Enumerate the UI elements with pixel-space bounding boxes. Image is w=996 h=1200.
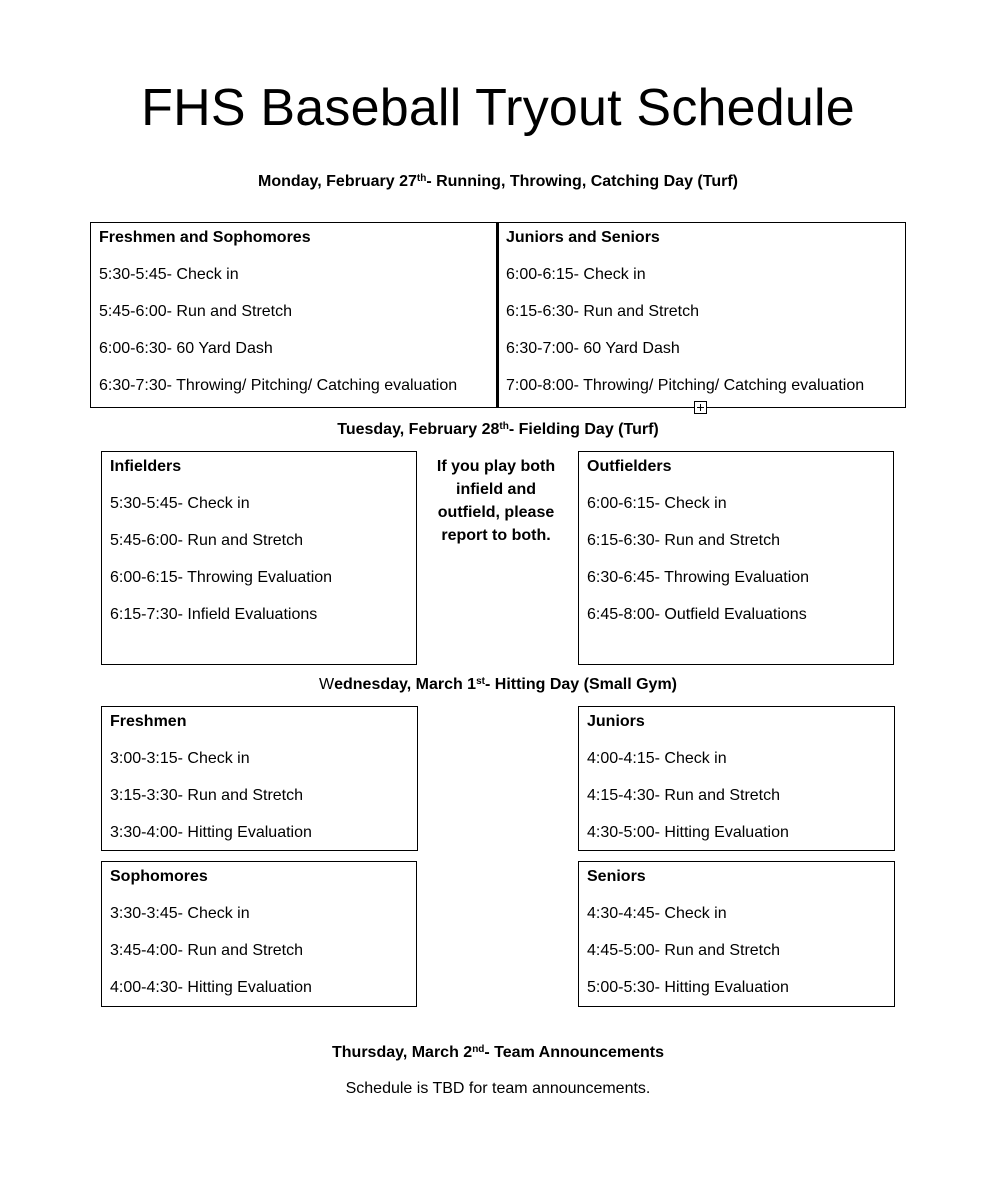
schedule-item: 4:45-5:00- Run and Stretch: [587, 942, 781, 959]
schedule-item: 4:00-4:30- Hitting Evaluation: [110, 979, 312, 996]
tuesday-heading: Tuesday, February 28th- Fielding Day (Turf): [337, 421, 659, 438]
monday-schedule-table: [90, 222, 906, 408]
schedule-item: 5:45-6:00- Run and Stretch: [110, 532, 304, 549]
schedule-item: 6:30-7:30- Throwing/ Pitching/ Catching evaluation: [99, 377, 458, 394]
note-line: infield and: [456, 481, 536, 498]
schedule-item: 5:30-5:45- Check in: [110, 495, 250, 512]
schedule-item: 6:15-7:30- Infield Evaluations: [110, 606, 318, 623]
page-title: FHS Baseball Tryout Schedule: [141, 79, 855, 137]
group-header: Infielders: [110, 458, 182, 475]
schedule-item: 6:15-6:30- Run and Stretch: [506, 303, 700, 320]
wednesday-heading: Wednesday, March 1st- Hitting Day (Small Gym): [318, 676, 678, 693]
schedule-item: 5:45-6:00- Run and Stretch: [99, 303, 293, 320]
schedule-item: 4:30-4:45- Check in: [587, 905, 727, 922]
schedule-item: 6:00-6:30- 60 Yard Dash: [99, 340, 273, 357]
group-header: Seniors: [587, 868, 646, 885]
seniors-box: [578, 861, 895, 1007]
group-header: Juniors: [587, 713, 645, 730]
schedule-item: 3:15-3:30- Run and Stretch: [110, 787, 304, 804]
schedule-item: 5:30-5:45- Check in: [99, 266, 239, 283]
schedule-item: 6:30-7:00- 60 Yard Dash: [506, 340, 680, 357]
schedule-item: 6:00-6:15- Throwing Evaluation: [110, 569, 333, 586]
group-header: Freshmen: [110, 713, 187, 730]
sophomores-box: [101, 861, 417, 1007]
note-line: outfield, please: [437, 504, 555, 521]
schedule-item: 6:15-6:30- Run and Stretch: [587, 532, 781, 549]
infielders-box: [101, 451, 417, 665]
schedule-item: 6:45-8:00- Outfield Evaluations: [587, 606, 807, 623]
schedule-item: 5:00-5:30- Hitting Evaluation: [587, 979, 789, 996]
table-resize-handle-icon[interactable]: [694, 401, 707, 414]
schedule-item: 6:30-6:45- Throwing Evaluation: [587, 569, 810, 586]
group-header: Outfielders: [587, 458, 672, 475]
both-positions-note: [420, 455, 572, 547]
schedule-item: 4:00-4:15- Check in: [587, 750, 727, 767]
note-line: report to both.: [441, 527, 551, 544]
group-header: Juniors and Seniors: [506, 229, 660, 246]
group-header: Freshmen and Sophomores: [99, 229, 311, 246]
freshmen-box: [101, 706, 418, 851]
schedule-item: 4:30-5:00- Hitting Evaluation: [587, 824, 789, 841]
schedule-item: 3:45-4:00- Run and Stretch: [110, 942, 304, 959]
schedule-item: 3:00-3:15- Check in: [110, 750, 250, 767]
juniors-box: [578, 706, 895, 851]
schedule-item: 4:15-4:30- Run and Stretch: [587, 787, 781, 804]
schedule-item: 3:30-4:00- Hitting Evaluation: [110, 824, 312, 841]
group-header: Sophomores: [110, 868, 208, 885]
thursday-heading: Thursday, March 2nd- Team Announcements: [332, 1044, 664, 1061]
schedule-item: 6:00-6:15- Check in: [506, 266, 646, 283]
schedule-item: 3:30-3:45- Check in: [110, 905, 250, 922]
schedule-item: 7:00-8:00- Throwing/ Pitching/ Catching evaluation: [506, 377, 865, 394]
freshmen-sophomores-cell: [91, 223, 498, 407]
outfielders-box: [578, 451, 894, 665]
juniors-seniors-cell: [498, 223, 905, 407]
thursday-note: Schedule is TBD for team announcements.: [345, 1080, 651, 1097]
schedule-item: 6:00-6:15- Check in: [587, 495, 727, 512]
note-line: If you play both: [436, 458, 556, 475]
monday-heading: Monday, February 27th- Running, Throwing, Catching Day (Turf): [258, 173, 738, 190]
